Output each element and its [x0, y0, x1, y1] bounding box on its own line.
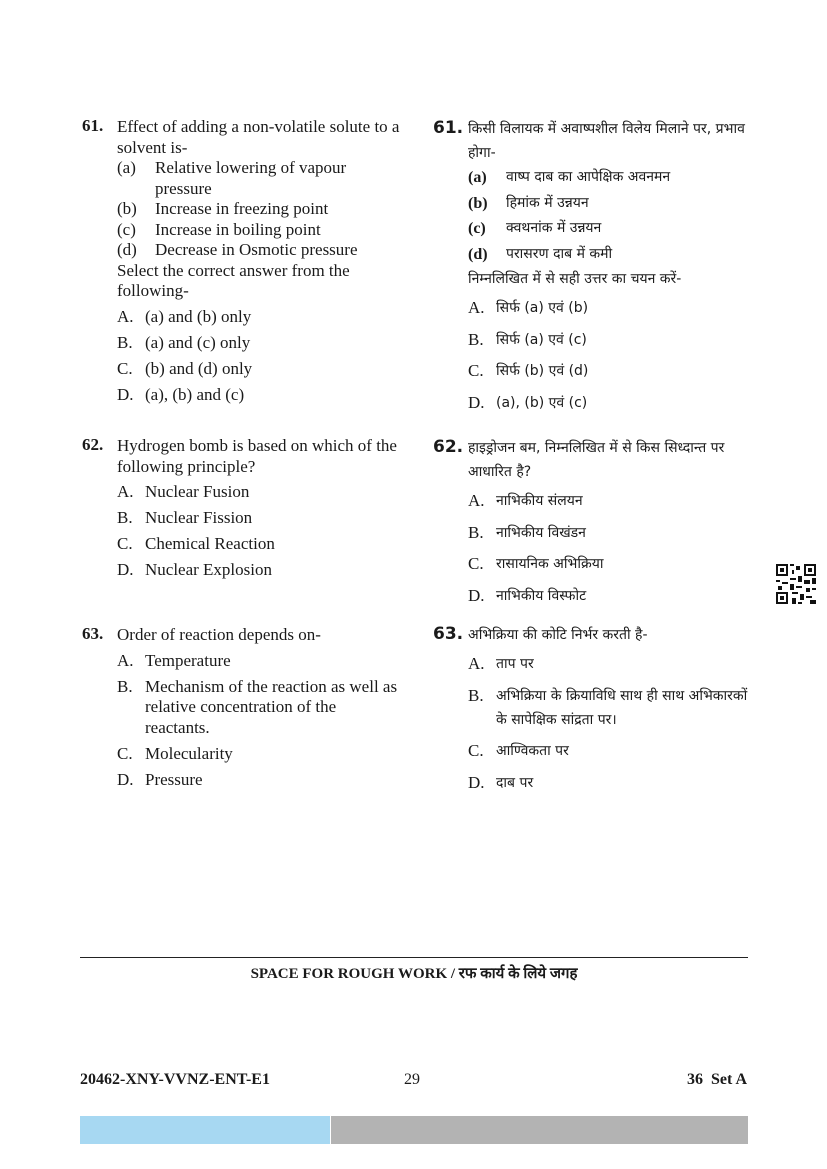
option-b[interactable]: B. अभिक्रिया के क्रियाविधि साथ ही साथ अभिकारकों के सापेक्षिक सांद्रता पर। — [468, 685, 748, 728]
question-number: 62. — [433, 437, 464, 457]
option-c[interactable]: C. (b) and (d) only — [117, 358, 253, 378]
option-a[interactable]: A. Nuclear Fusion — [117, 482, 250, 501]
statement-list — [82, 158, 402, 261]
question-text: हाइड्रोजन बम, निम्नलिखित में से किस सिध्दान्त पर आधारित है? — [468, 440, 725, 480]
option-list — [82, 307, 402, 406]
question-text: किसी विलायक में अवाष्पशील विलेय मिलाने पर, प्रभाव होगा- — [468, 121, 745, 161]
footer-bar-gray — [331, 1116, 748, 1144]
option-list — [433, 489, 753, 608]
qr-code-icon — [776, 564, 816, 604]
footer-bar-blue — [80, 1116, 330, 1144]
statement-item: (c) क्वथनांक में उन्नयन — [468, 220, 602, 237]
question-61-hi — [433, 117, 753, 422]
set-info — [687, 1071, 747, 1089]
question-62-hi — [433, 436, 753, 615]
instruction-text: निम्नलिखित में से सही उत्तर का चयन करें- — [468, 271, 682, 287]
option-b[interactable]: B. (a) and (c) only — [117, 332, 251, 352]
statement-item: (a) Relative lowering of vapour pressure — [117, 158, 347, 198]
option-list — [82, 651, 402, 791]
option-list — [433, 296, 753, 415]
option-a[interactable]: A. नाभिकीय संलयन — [468, 491, 583, 510]
option-b[interactable]: B. Mechanism of the reaction as well as relative concentration of the reactants. — [117, 676, 398, 737]
option-a[interactable]: A. Temperature — [117, 650, 231, 670]
option-d[interactable]: D. Nuclear Explosion — [117, 560, 272, 579]
question-number: 63. — [433, 624, 464, 644]
option-d[interactable]: D. नाभिकीय विस्फोट — [468, 585, 587, 605]
statement-list — [433, 165, 753, 267]
instruction-text: Select the correct answer from the following- — [117, 260, 350, 300]
question-63-en — [82, 625, 402, 796]
statement-item: (d) Decrease in Osmotic pressure — [117, 240, 358, 259]
option-a[interactable]: A. (a) and (b) only — [117, 306, 252, 326]
option-a[interactable]: A. ताप पर — [468, 654, 534, 673]
option-d[interactable]: D. Pressure — [117, 769, 203, 789]
option-c[interactable]: C. Molecularity — [117, 743, 233, 763]
page-number: 29 — [404, 1071, 420, 1088]
option-d[interactable]: D. (a), (b) and (c) — [117, 384, 245, 404]
question-text: अभिक्रिया की कोटि निर्भर करती है- — [468, 627, 648, 643]
question-number: 62. — [82, 435, 104, 454]
option-c[interactable]: C. रासायनिक अभिक्रिया — [468, 554, 604, 573]
option-b[interactable]: B. सिर्फ (a) एवं (c) — [468, 329, 587, 349]
question-text: Hydrogen bomb is based on which of the following principle? — [117, 436, 397, 476]
statement-item: (c) Increase in boiling point — [117, 219, 321, 239]
statement-item: (b) Increase in freezing point — [117, 199, 329, 218]
rough-work-label: SPACE FOR ROUGH WORK / रफ कार्य के लिये जगह — [250, 966, 578, 982]
question-text: Effect of adding a non-volatile solute to a solvent is- — [117, 117, 400, 157]
paper-code: 20462-XNY-VVNZ-ENT-E1 — [80, 1071, 270, 1088]
question-number: 63. — [82, 624, 104, 643]
set-number: 36 — [687, 1071, 703, 1088]
option-c[interactable]: C. आण्विकता पर — [468, 741, 569, 760]
option-d[interactable]: D. (a), (b) एवं (c) — [468, 392, 588, 412]
option-b[interactable]: B. Nuclear Fission — [117, 508, 253, 527]
statement-item: (d) परासरण दाब में कमी — [468, 245, 613, 263]
divider — [80, 957, 748, 958]
option-list — [433, 652, 753, 795]
option-b[interactable]: B. नाभिकीय विखंडन — [468, 522, 586, 542]
statement-item: (a) वाष्प दाब का आपेक्षिक अवनमन — [468, 169, 671, 186]
statement-item: (b) हिमांक में उन्नयन — [468, 194, 589, 212]
question-63-hi — [433, 623, 753, 802]
option-a[interactable]: A. सिर्फ (a) एवं (b) — [468, 298, 589, 317]
question-number: 61. — [82, 116, 104, 135]
question-text: Order of reaction depends on- — [117, 625, 321, 644]
question-62-en — [82, 436, 402, 586]
question-number: 61. — [433, 118, 464, 138]
option-c[interactable]: C. Chemical Reaction — [117, 534, 275, 553]
question-61-en — [82, 117, 402, 411]
option-d[interactable]: D. दाब पर — [468, 772, 534, 792]
option-c[interactable]: C. सिर्फ (b) एवं (d) — [468, 361, 589, 380]
set-label: Set A — [711, 1071, 747, 1088]
option-list — [82, 482, 402, 581]
